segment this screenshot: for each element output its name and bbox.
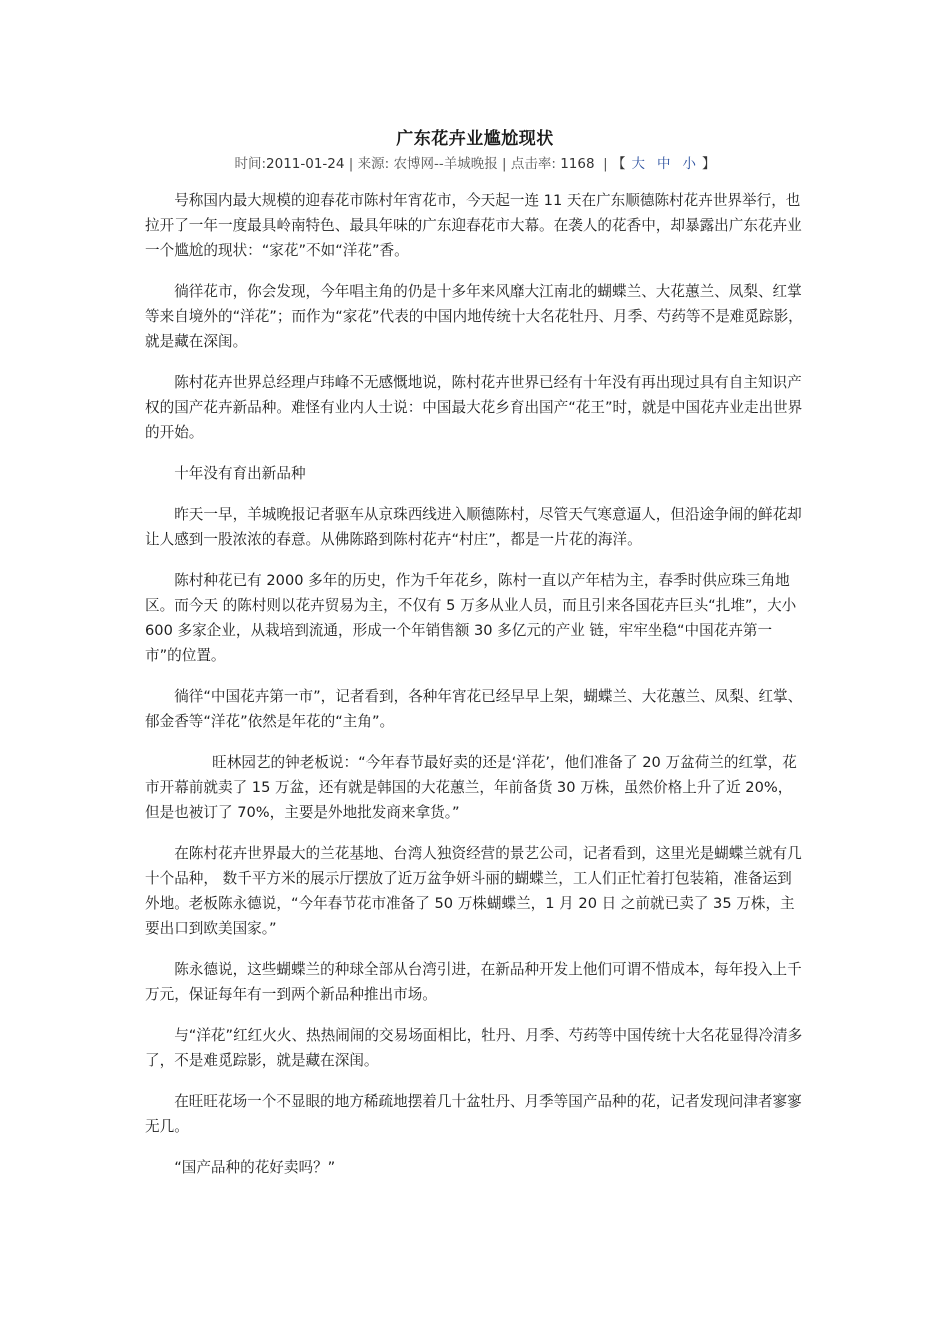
paragraph: 在旺旺花场一个不显眼的地方稀疏地摆着几十盆牡丹、月季等国产品种的花，记者发现问津者寥寥无几。 (145, 1093, 802, 1135)
paragraph: 徜徉“中国花卉第一市”，记者看到，各种年宵花已经早早上架，蝴蝶兰、大花蕙兰、凤梨、红掌、郁金香等“洋花”依然是年花的“主角”。 (145, 688, 803, 730)
paragraph: 在陈村花卉世界最大的兰花基地、台湾人独资经营的景艺公司，记者看到，这里光是蝴蝶兰就有几十个品种， 数千平方米的展示厅摆放了近万盆争妍斗丽的蝴蝶兰，工人们正忙着打包装箱，准备运到外地。老板陈永德说，“今年春节花市准备了 50 万株蝴蝶兰，1 月 20 日 之前就已卖了 35 万株，主要出口到欧美国家。” (145, 845, 802, 937)
font-size-large-link[interactable]: 大 (631, 156, 646, 172)
paragraph: 徜徉花市，你会发现，今年唱主角的仍是十多年来风靡大江南北的蝴蝶兰、大花蕙兰、凤梨、红掌等来自境外的“洋花”；而作为“家花”代表的中国内地传统十大名花牡丹、月季、芍药等不是难觅踪影，就是藏在深闺。 (145, 283, 803, 350)
paragraph: 陈永德说，这些蝴蝶兰的种球全部从台湾引进，在新品种开发上他们可谓不惜成本，每年投入上千万元，保证每年有一到两个新品种推出市场。 (145, 961, 802, 1003)
meta-separator: | (344, 156, 358, 172)
meta-separator: | (594, 156, 613, 172)
font-size-bracket-close: 】 (702, 156, 716, 172)
font-size-medium-link[interactable]: 中 (657, 156, 671, 172)
font-size-bracket-open: 【 (612, 156, 626, 172)
clicks-label: 点击率: (510, 156, 561, 172)
paragraph: “国产品种的花好卖吗？” (174, 1159, 336, 1176)
section-heading: 十年没有育出新品种 (174, 465, 306, 482)
publish-date: 2011-01-24 (266, 156, 345, 172)
time-label: 时间: (234, 156, 267, 172)
paragraph: 号称国内最大规模的迎春花市陈村年宵花市，今天起一连 11 天在广东顺德陈村花卉世界举行，也拉开了一年一度最具岭南特色、最具年味的广东迎春花市大幕。在袭人的花香中，却暴露出广东花卉业一个尴尬的现状：“家花”不如“洋花”香。 (145, 192, 802, 259)
paragraph: 旺林园艺的钟老板说：“今年春节最好卖的还是‘洋花’，他们准备了 20 万盆荷兰的红掌，花市开幕前就卖了 15 万盆，还有就是韩国的大花蕙兰，年前备货 30 万株，虽然价格上升了近 20%，但是也被订了 70%，主要是外地批发商来拿货。” (145, 754, 797, 821)
source-value: 农博网--羊城晚报 (393, 156, 498, 172)
paragraph: 与“洋花”红红火火、热热闹闹的交易场面相比，牡丹、月季、芍药等中国传统十大名花显得冷清多了，不是难觅踪影，就是藏在深闺。 (145, 1027, 803, 1069)
article-title: 广东花卉业尴尬现状 (396, 129, 554, 149)
article-meta (0, 152, 950, 172)
paragraph: 陈村花卉世界总经理卢玮峰不无感慨地说，陈村花卉世界已经有十年没有再出现过具有自主知识产权的国产花卉新品种。难怪有业内人士说：中国最大花乡育出国产“花王”时，就是中国花卉业走出世界的开始。 (145, 374, 803, 441)
font-size-small-link[interactable]: 小 (682, 156, 697, 172)
paragraph: 昨天一早，羊城晚报记者驱车从京珠西线进入顺德陈村，尽管天气寒意逼人，但沿途争闹的鲜花却让人感到一股浓浓的春意。从佛陈路到陈村花卉“村庄”，都是一片花的海洋。 (145, 506, 802, 548)
article-body (145, 188, 805, 1196)
meta-separator: | (497, 156, 511, 172)
clicks-count: 1168 (560, 156, 595, 172)
source-label: 来源: (357, 156, 394, 172)
paragraph: 陈村种花已有 2000 多年的历史，作为千年花乡，陈村一直以产年桔为主，春季时供应珠三角地区。而今天 的陈村则以花卉贸易为主，不仅有 5 万多从业人员，而且引来各国花卉巨头“扎堆”，大小 600 多家企业，从栽培到流通，形成一个年销售额 30 多亿元的产业 链，牢牢坐稳“中国花卉第一市”的位置。 (145, 572, 797, 664)
